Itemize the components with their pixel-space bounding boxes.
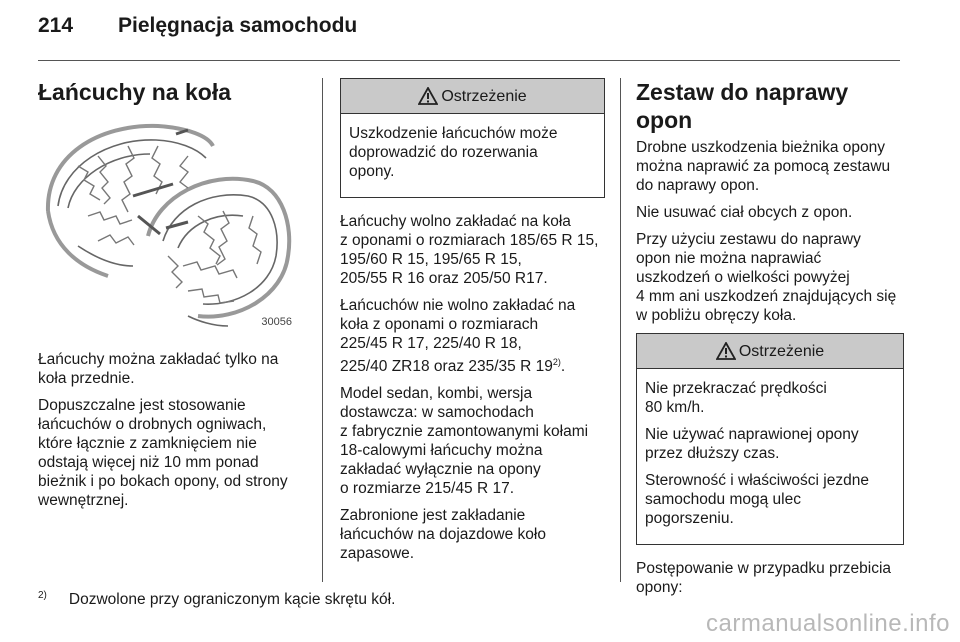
warning-triangle-icon — [418, 87, 438, 105]
column-left — [38, 78, 308, 518]
paragraph: Drobne uszkodzenia bieżnika opony można naprawić za pomocą zestawu do naprawy opon. — [636, 139, 891, 194]
heading-snow-chains: Łańcuchy na koła — [38, 79, 232, 105]
warning-box — [340, 78, 605, 198]
snow-chains-figure — [38, 116, 296, 334]
warning-box — [636, 333, 904, 545]
snow-chains-illustration — [38, 116, 296, 334]
warning-line: Nie przekraczać prędkości 80 km/h. — [645, 380, 827, 416]
paragraph: Model sedan, kombi, wersja dostawcza: w samochodach z fabrycznie zamontowanymi kołami 18-calowymi łańcuchy można zakładać wyłącznie na opony o rozmiarze 215/45 R 17. — [340, 385, 589, 498]
column-divider — [322, 78, 323, 582]
warning-line: Sterowność i właściwości jezdne samochodu mogą ulec pogorszeniu. — [645, 472, 869, 527]
paragraph-end: . — [560, 358, 566, 376]
paragraph: Łańcuchy można zakładać tylko na koła przednie. — [38, 351, 279, 387]
paragraph: Postępowanie w przypadku przebicia opony: — [636, 560, 892, 596]
warning-title: Ostrzeżenie — [441, 87, 527, 105]
heading-tyre-repair-kit: Zestaw do naprawy opon — [636, 79, 849, 133]
warning-title: Ostrzeżenie — [738, 342, 825, 360]
page-header — [38, 14, 900, 54]
column-divider — [620, 78, 621, 582]
paragraph — [340, 296, 605, 376]
header-rule — [38, 60, 900, 61]
column-middle — [340, 78, 605, 571]
footnote-mark: 2) — [38, 590, 47, 601]
warning-triangle-icon — [716, 342, 736, 360]
warning-header — [637, 334, 903, 369]
paragraph: Dopuszczalne jest stosowanie łańcuchów o drobnych ogniwach, które łącznie z zamknięciem nie odstają więcej niż 10 mm ponad bieżnik i po bokach opony, od strony wewnętrznej. — [38, 397, 288, 509]
watermark: carmanualsonline.info — [706, 610, 950, 637]
warning-line: Nie używać naprawionej opony przez dłuższy czas. — [645, 426, 859, 462]
warning-body — [637, 369, 903, 544]
footnote-ref: 2) — [552, 357, 561, 367]
column-right — [636, 78, 904, 605]
figure-number: 30056 — [261, 316, 292, 328]
warning-text: Uszkodzenie łańcuchów może doprowadzić do rozerwania opony. — [349, 125, 558, 180]
paragraph: Nie usuwać ciał obcych z opon. — [636, 204, 853, 221]
footnote — [38, 590, 395, 609]
paragraph: Przy użyciu zestawu do naprawy opon nie można naprawiać uszkodzeń o wielkości powyżej 4 mm ani uszkodzeń znajdujących się w pobliżu obręczy koła. — [636, 231, 897, 324]
paragraph-text: Łańcuchów nie wolno zakładać na koła z oponami o rozmiarach 225/45 R 17, 225/40 R 18, 225/40 ZR18 oraz 235/35 R 19 — [340, 297, 576, 376]
section-title: Pielęgnacja samochodu — [118, 14, 358, 37]
warning-body — [341, 114, 604, 197]
page-number: 214 — [38, 14, 74, 37]
warning-header — [341, 79, 604, 114]
paragraph: Łańcuchy wolno zakładać na koła z oponami o rozmiarach 185/65 R 15, 195/60 R 15, 195/65 R 15, 205/55 R 16 oraz 205/50 R17. — [340, 213, 599, 287]
paragraph: Zabronione jest zakładanie łańcuchów na dojazdowe koło zapasowe. — [340, 507, 546, 563]
footnote-text: Dozwolone przy ograniczonym kącie skrętu kół. — [68, 591, 396, 609]
